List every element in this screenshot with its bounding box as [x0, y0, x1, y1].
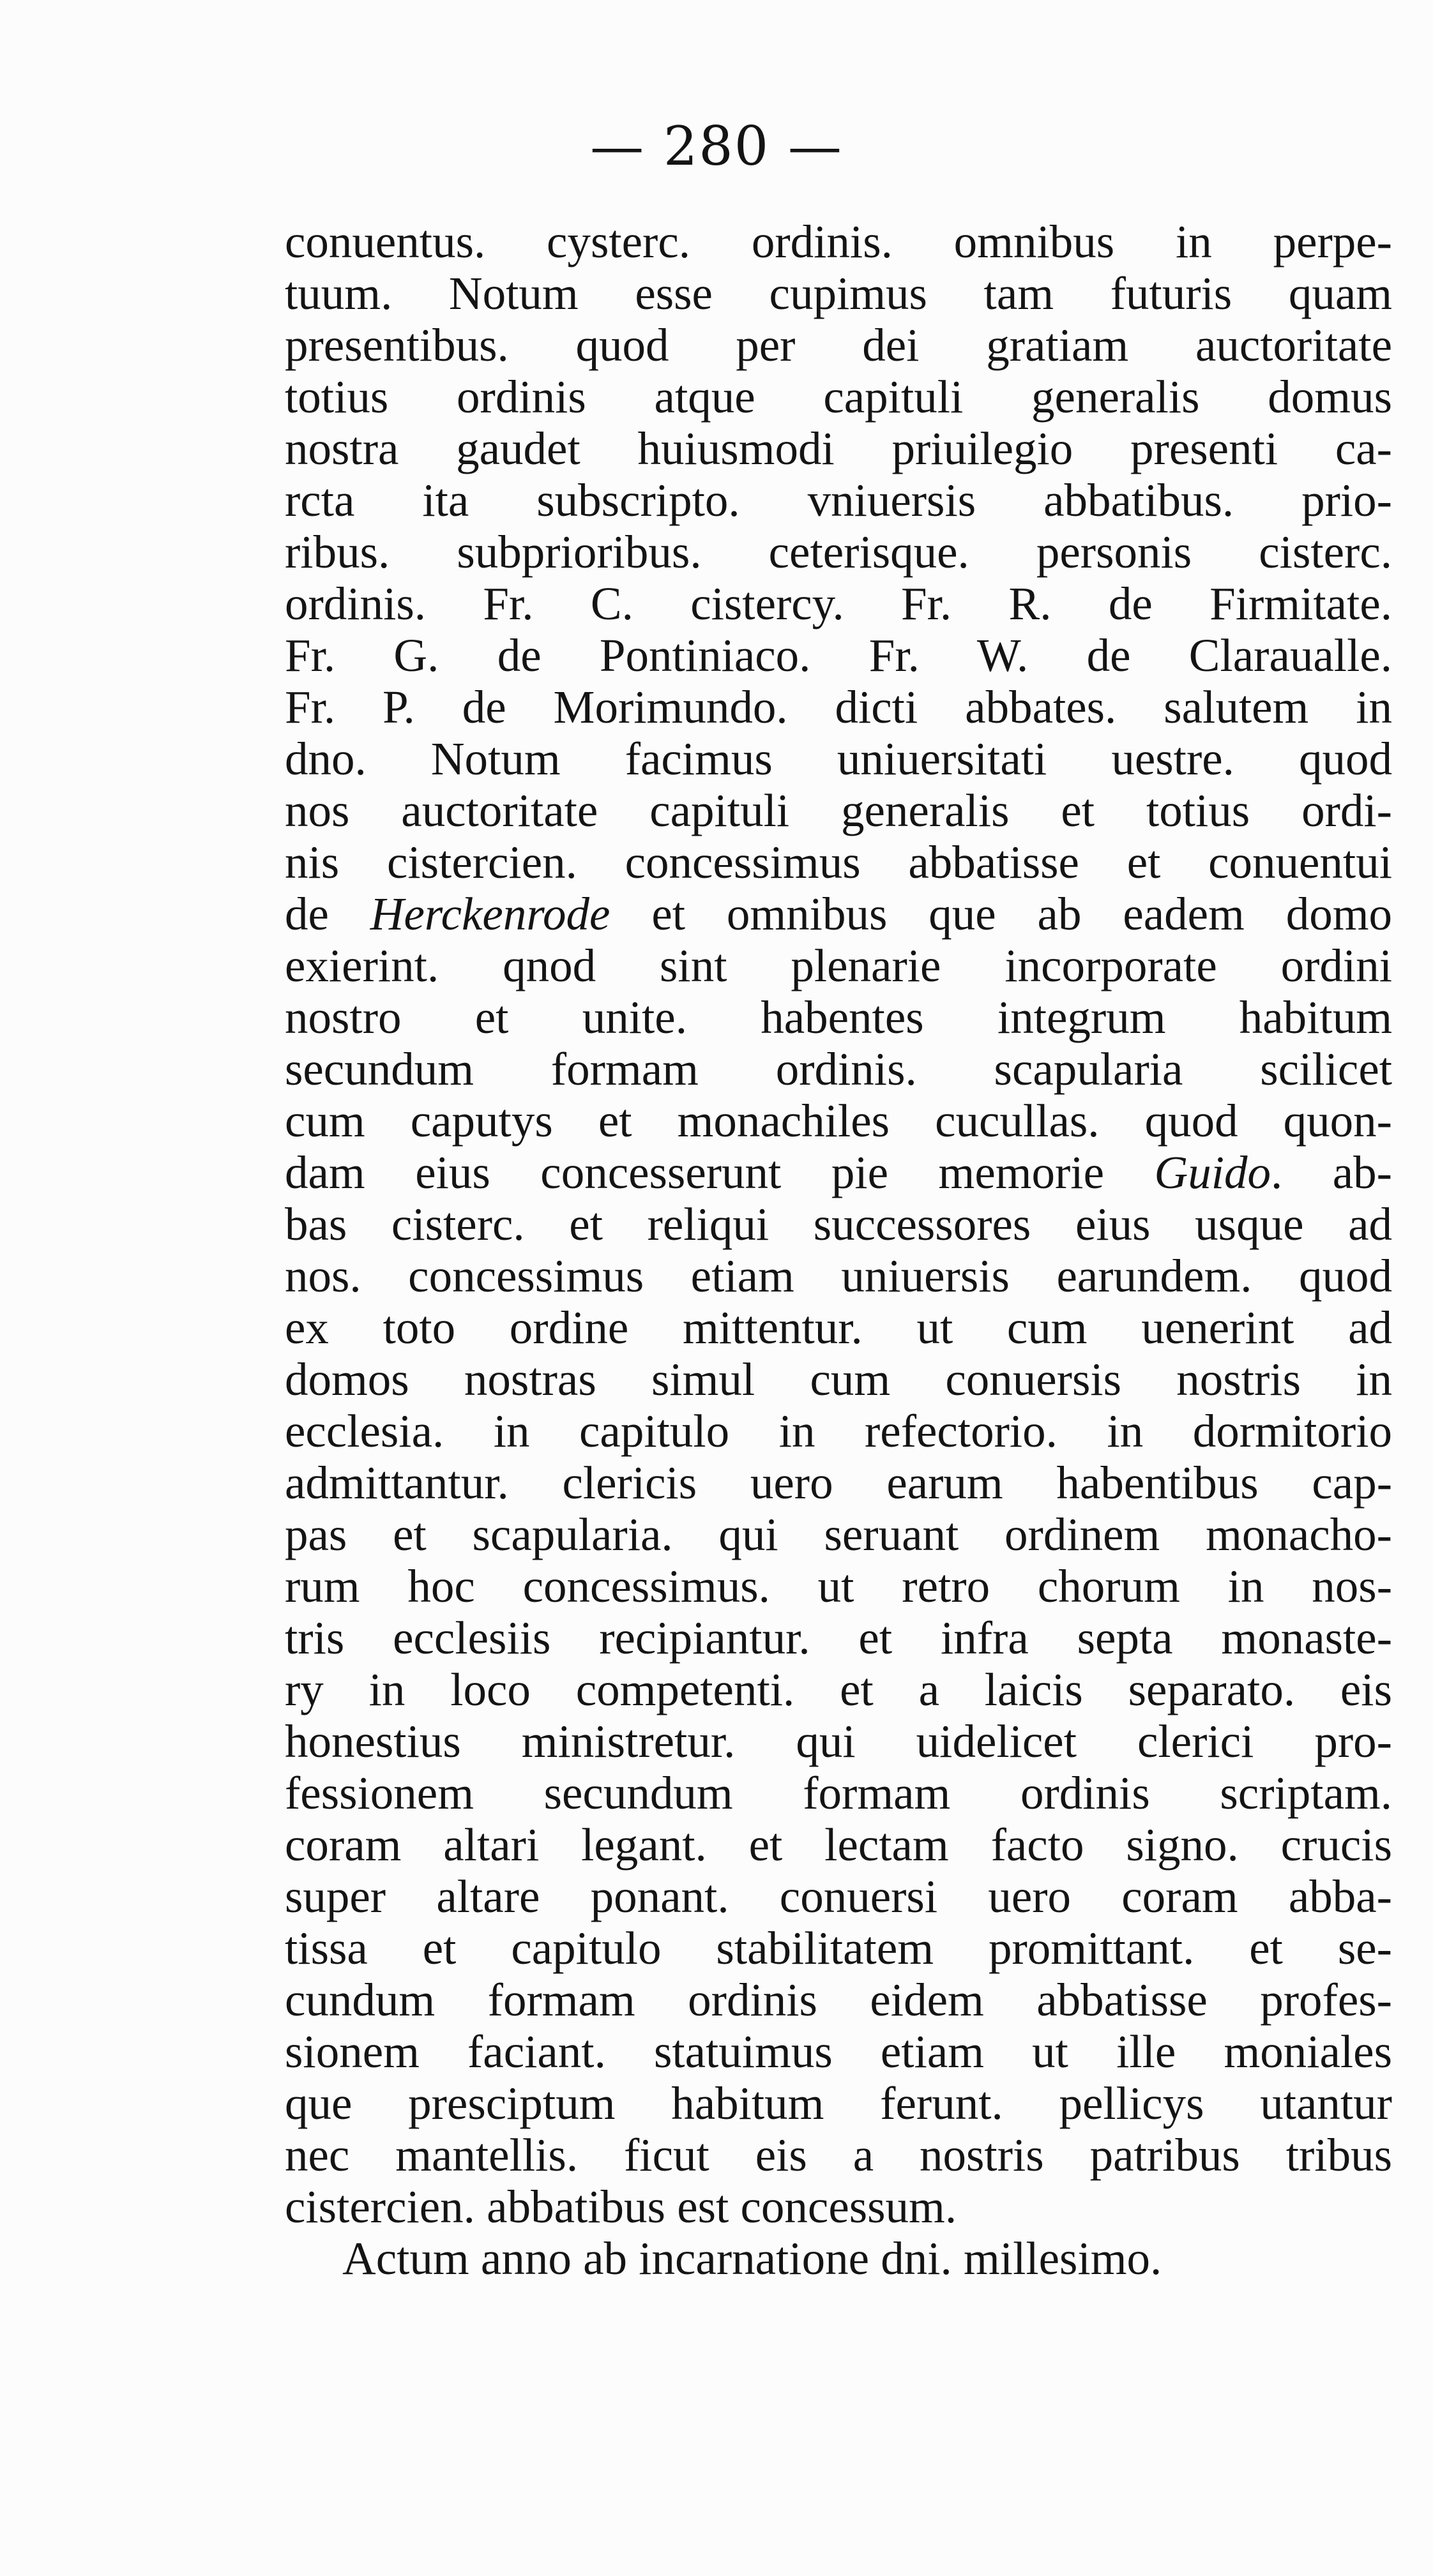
text-line: Fr. G. de Pontiniaco. Fr. W. de Claraualle. [285, 629, 1392, 681]
text-line: sionem faciant. statuimus etiam ut ille moniales [285, 2026, 1392, 2077]
text-line: cum caputys et monachiles cucullas. quod quon- [285, 1095, 1392, 1147]
text-line: nostra gaudet huiusmodi priuilegio presenti ca- [285, 423, 1392, 474]
text-line: tris ecclesiis recipiantur. et infra septa monaste- [285, 1612, 1392, 1664]
text-line: ry in loco competenti. et a laicis separato. eis [285, 1664, 1392, 1715]
text-line: rcta ita subscripto. vniuersis abbatibus. prio- [285, 474, 1392, 526]
text-line: Fr. P. de Morimundo. dicti abbates. salutem in [285, 681, 1392, 733]
text-line: nostro et unite. habentes integrum habitum [285, 991, 1392, 1043]
text-line: exierint. qnod sint plenarie incorporate ordini [285, 940, 1392, 991]
text-line: secundum formam ordinis. scapularia scilicet [285, 1043, 1392, 1095]
text-line: ex toto ordine mittentur. ut cum uenerint ad [285, 1302, 1392, 1353]
body-text [285, 216, 1392, 2284]
text-line: super altare ponant. conuersi uero coram abba- [285, 1871, 1392, 1922]
text-line: tuum. Notum esse cupimus tam futuris quam [285, 267, 1392, 319]
text-line: nos. concessimus etiam uniuersis earundem. quod [285, 1250, 1392, 1302]
text-line-herckenrode: de Herckenrode et omnibus que ab eadem domo [285, 888, 1392, 940]
text-line: admittantur. clericis uero earum habentibus cap- [285, 1457, 1392, 1509]
italic-name: Guido [1154, 1147, 1271, 1198]
text-line: tissa et capitulo stabilitatem promittant. et se- [285, 1922, 1392, 1974]
text-line: coram altari legant. et lectam facto signo. crucis [285, 1819, 1392, 1871]
text-line-guido: dam eius concesserunt pie memorie Guido. ab- [285, 1147, 1392, 1198]
text-line: ribus. subprioribus. ceterisque. personis cisterc. [285, 526, 1392, 578]
italic-name: Herckenrode [370, 888, 610, 940]
text-line: bas cisterc. et reliqui successores eius usque ad [285, 1198, 1392, 1250]
text-line: domos nostras simul cum conuersis nostris in [285, 1353, 1392, 1405]
text-line: nis cistercien. concessimus abbatisse et conuentui [285, 836, 1392, 888]
text-line: dno. Notum facimus uniuersitati uestre. quod [285, 733, 1392, 785]
text-line: que presciptum habitum ferunt. pellicys utantur [285, 2077, 1392, 2129]
text-line: fessionem secundum formam ordinis scriptam. [285, 1767, 1392, 1819]
text-line-paragraph-end: cistercien. abbatibus est concessum. [285, 2181, 957, 2233]
text-line: pas et scapularia. qui seruant ordinem monacho- [285, 1509, 1392, 1560]
text-line-actum: Actum anno ab incarnatione dni. millesimo. [342, 2233, 1162, 2284]
text-line: cundum formam ordinis eidem abbatisse profes- [285, 1974, 1392, 2026]
text-line: nec mantellis. ficut eis a nostris patribus tribus [285, 2129, 1392, 2181]
text-line: ordinis. Fr. C. cistercy. Fr. R. de Firmitate. [285, 578, 1392, 629]
text-line: honestius ministretur. qui uidelicet clerici pro- [285, 1715, 1392, 1767]
text-line: rum hoc concessimus. ut retro chorum in nos- [285, 1560, 1392, 1612]
text-line: conuentus. cysterc. ordinis. omnibus in perpe- [285, 216, 1392, 267]
text-line: totius ordinis atque capituli generalis domus [285, 371, 1392, 423]
page-number: — 280 — [590, 115, 843, 177]
text-line: presentibus. quod per dei gratiam auctoritate [285, 319, 1392, 371]
text-line: nos auctoritate capituli generalis et totius ordi- [285, 785, 1392, 836]
text-line: ecclesia. in capitulo in refectorio. in dormitorio [285, 1405, 1392, 1457]
